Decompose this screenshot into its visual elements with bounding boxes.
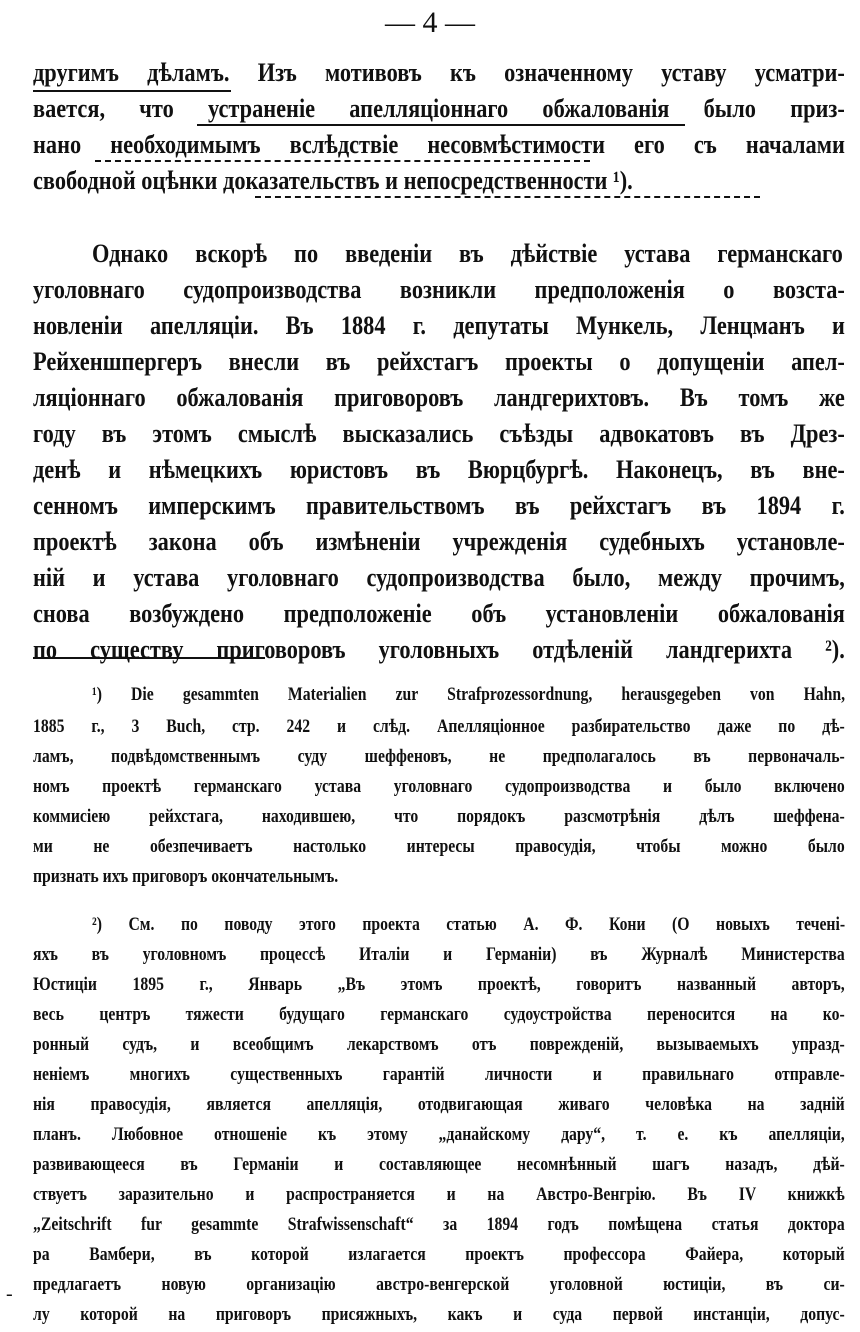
text-line: вается, что устраненіе апелляціоннаго обжалованія было приз- (33, 94, 845, 123)
footnote-line: лу которой на приговоръ присяжныхъ, какъ и суда первой инстанціи, допус- (33, 1305, 845, 1325)
text-line: ній и устава уголовнаго судопроизводства было, между прочимъ, (33, 563, 845, 592)
footnote-line: признать ихъ приговоръ окончательнымъ. (33, 867, 339, 887)
footnote-line: ронный судъ, и всеобщимъ лекарствомъ отъ поврежденій, вызываемыхъ упразд- (33, 1035, 845, 1055)
footnote-line: коммисіею рейхстага, находившею, что порядокъ разсмотрѣнія дѣлъ шеффена- (33, 807, 845, 827)
footnote-line: развивающееся въ Германіи и составляющее несомнѣнный шагъ назадъ, дѣй- (33, 1155, 845, 1175)
text-line: году въ этомъ смыслѣ высказались съѣзды адвокатовъ въ Дрез- (33, 419, 845, 448)
footnote-line: предлагаетъ новую организацію австро-венгерской уголовной юстиціи, въ си- (33, 1275, 845, 1295)
footnote-line: планъ. Любовное отношеніе къ этому „данайскому дару“, т. е. къ апелляціи, (33, 1125, 845, 1145)
handwritten-underline (95, 160, 590, 162)
text-line: Рейхеншпергеръ внесли въ рейхстагъ проекты о допущеніи апел- (33, 347, 845, 376)
footnote-line: 1885 г., 3 Buch, стр. 242 и слѣд. Апелляціонное разбирательство даже по дѣ- (33, 717, 845, 737)
handwritten-underline (33, 90, 231, 92)
footnote-line: „Zeitschrift fur gesammte Strafwissenschaft“ за 1894 годъ помѣщена статья доктора (33, 1215, 845, 1235)
footnote-line: яхъ въ уголовномъ процессѣ Италіи и Германіи) въ Журналѣ Министерства (33, 945, 845, 965)
footnote-line: ра Вамбери, въ которой излагается проектъ профессора Файера, который (33, 1245, 845, 1265)
text-line: новленіи апелляціи. Въ 1884 г. депутаты Мункель, Ленцманъ и (33, 311, 845, 340)
text-line: проектѣ закона объ измѣненіи учрежденія судебныхъ установле- (33, 527, 845, 556)
footnote-line: ²) См. по поводу этого проекта статью А. Ф. Кони (О новыхъ теченi- (92, 915, 846, 935)
text-line: нано необходимымъ вслѣдствіе несовмѣстимости его съ началами (33, 130, 845, 159)
footnote-line: номъ проектѣ германскаго устава уголовнаго судопроизводства и было включено (33, 777, 845, 797)
footnote-line: ламъ, подвѣдомственнымъ суду шеффеновъ, не предполагалось въ первоначаль- (33, 747, 845, 767)
text-line: снова возбуждено предположеніе объ установленіи обжалованія (33, 599, 845, 628)
text-line: свободной оцѣнки доказательствъ и непосредственности ¹). (33, 166, 633, 195)
text-line: уголовнаго судопроизводства возникли предположенія о возста- (33, 275, 845, 304)
footnote-line: нія правосудія, является апелляція, отодвигающая живаго человѣка на задній (33, 1095, 845, 1115)
footnote-line: Юстиціи 1895 г., Январь „Въ этомъ проектѣ, говоритъ названный авторъ, (33, 975, 845, 995)
handwritten-underline (197, 124, 685, 126)
margin-mark: - (6, 1283, 13, 1305)
footnote-line: весь центръ тяжести будущаго германскаго судоустройства переносится на ко- (33, 1005, 845, 1025)
text-line: сенномъ имперскимъ правительствомъ въ рейхстагъ въ 1894 г. (33, 491, 845, 520)
footnote-line: неніемъ многихъ существенныхъ гарантій личности и правильнаго отправле- (33, 1065, 845, 1085)
handwritten-underline (255, 196, 760, 198)
page-number: — 4 — (385, 6, 475, 39)
text-line: ляціоннаго обжалованія приговоровъ ландгерихтовъ. Въ томъ же (33, 383, 845, 412)
text-line: другимъ дѣламъ. Изъ мотивовъ къ означенному уставу усматри- (33, 58, 845, 87)
footnote-line: ¹) Die gesammten Materialien zur Strafprozessordnung, herausgegeben von Hahn, (92, 685, 846, 705)
footnote-line: ствуетъ заразительно и распространяется и на Австро-Венгрію. Въ IV книжкѣ (33, 1185, 845, 1205)
text-line: Однако вскорѣ по введеніи въ дѣйствіе устава германскаго (92, 239, 843, 268)
text-line: по существу приговоровъ уголовныхъ отдѣленій ландгерихта ²). (33, 635, 845, 664)
footnote-line: ми не обезпечиваетъ настолько интересы правосудія, чтобы можно было (33, 837, 845, 857)
footnote-separator (33, 657, 265, 659)
text-line: денѣ и нѣмецкихъ юристовъ въ Вюрцбургѣ. Наконецъ, въ вне- (33, 455, 845, 484)
